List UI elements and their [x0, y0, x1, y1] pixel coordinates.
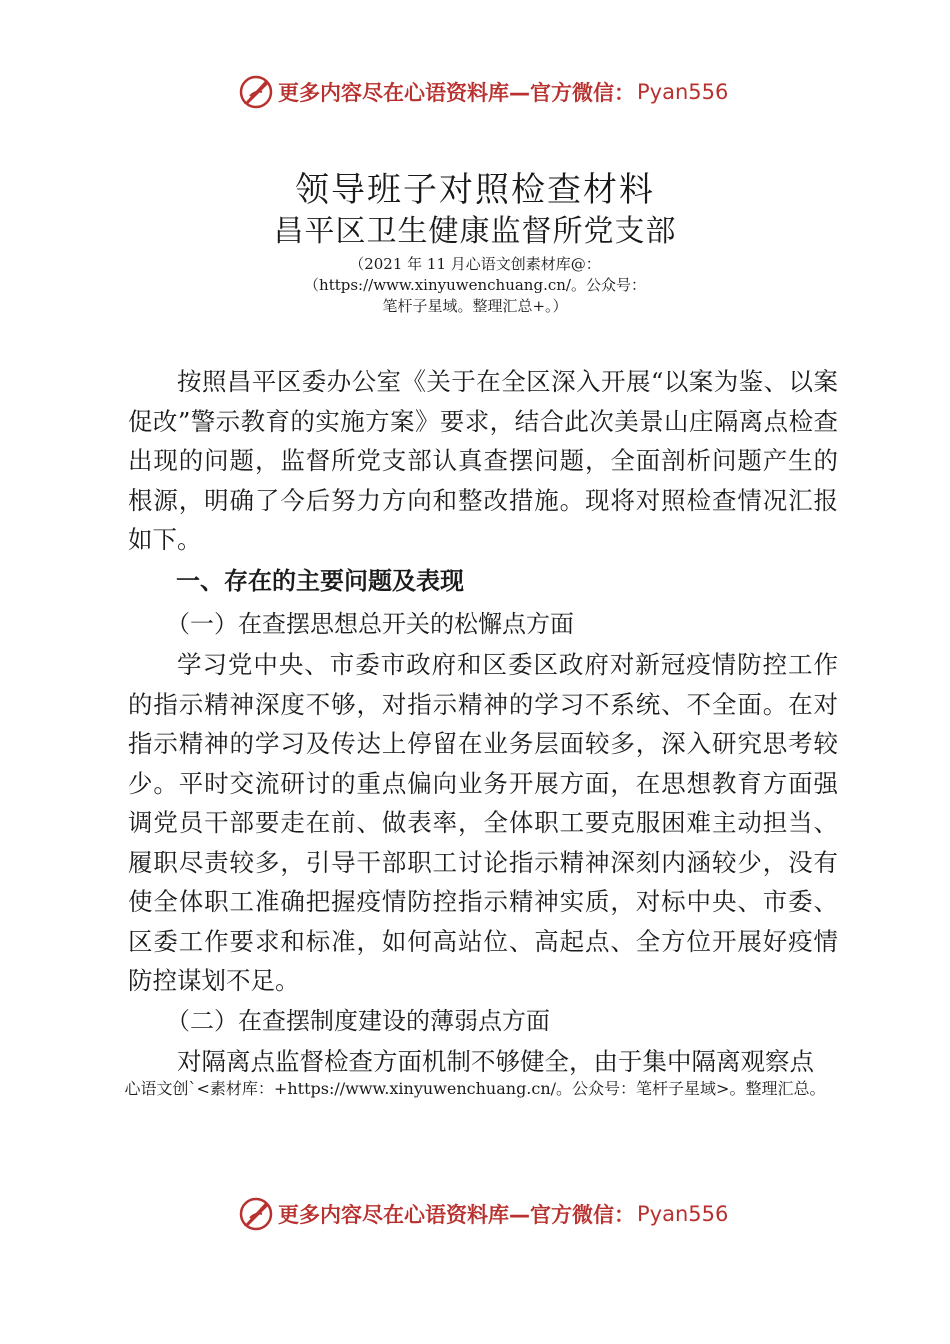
banner-text: 更多内容尽在心语资料库—官方微信：: [278, 81, 635, 105]
intro-text: 按照昌平区委办公室《关于在全区深入开展“以案为鉴、以案促改”警示教育的实施方案》要求，结合此次美景山庄隔离点检查出现的问题，监督所党支部认真查摆问题，全面剖析问题产生的根源，明确了今后努力方向和整改措施。现将对照检查情况汇报如下。: [128, 367, 838, 554]
quill-seal-icon: [238, 74, 274, 110]
footer-source-note: 心语文创`<素材库：+https://www.xinyuwenchuang.cn/。公众号：笔杆子星域>。整理汇总。: [124, 1079, 826, 1098]
banner-wechat-id: Pyan556: [637, 1202, 729, 1226]
section-heading-main: 一、存在的主要问题及表现: [176, 567, 464, 595]
intro-paragraph: [128, 362, 838, 560]
top-banner: [0, 70, 950, 114]
subsection-1-text: 学习党中央、市委市政府和区委区政府对新冠疫情防控工作的指示精神深度不够，对指示精神的学习不系统、不全面。在对指示精神的学习及传达上停留在业务层面较多，深入研究思考较少。平时交流研讨的重点偏向业务开展方面，在思想教育方面强调党员干部要走在前、做表率，全体职工要克服困难主动担当、履职尽责较多，引导干部职工讨论指示精神深刻内涵较少，没有使全体职工准确把握疫情防控指示精神实质，对标中央、市委、区委工作要求和标准，如何高站位、高起点、全方位开展好疫情防控谋划不足。: [128, 650, 838, 995]
subsection-2-paragraph: [128, 1042, 838, 1082]
quill-seal-icon: [238, 1196, 274, 1232]
banner-text: 更多内容尽在心语资料库—官方微信：: [278, 1203, 635, 1227]
source-line-2: （https://www.xinyuwenchuang.cn/。公众号：: [304, 276, 646, 294]
bottom-banner-content: [238, 1192, 728, 1236]
banner-wechat-id: Pyan556: [637, 80, 729, 104]
source-line-1: （2021 年 11 月心语文创素材库@：: [349, 255, 601, 273]
subsection-heading-2: （二）在查摆制度建设的薄弱点方面: [166, 1007, 550, 1035]
source-line-3: 笔杆子星域。整理汇总+。）: [382, 297, 568, 315]
source-note: [0, 254, 950, 317]
bottom-banner: [0, 1192, 950, 1236]
top-banner-content: [238, 70, 728, 114]
document-title: 领导班子对照检查材料: [295, 170, 655, 210]
subsection-1-paragraph: [128, 645, 838, 1001]
document-subtitle: 昌平区卫生健康监督所党支部: [273, 214, 677, 249]
subsection-2-text: 对隔离点监督检查方面机制不够健全，由于集中隔离观察点: [177, 1047, 814, 1076]
subsection-heading-1: （一）在查摆思想总开关的松懈点方面: [166, 610, 574, 638]
